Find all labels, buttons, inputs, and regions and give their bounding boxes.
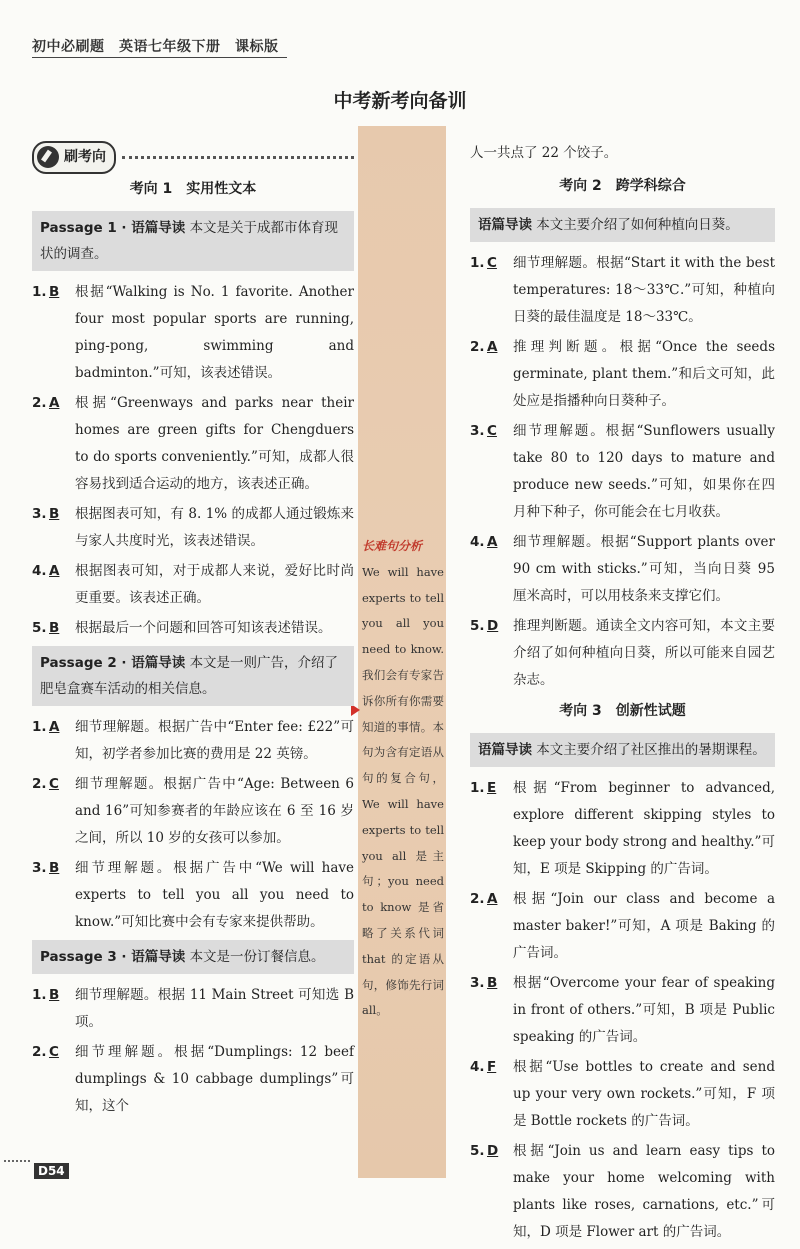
answer-item: [470, 1138, 775, 1246]
answer-item: [32, 855, 354, 936]
tag-badge: [32, 141, 116, 174]
answer-letter: B: [49, 620, 60, 636]
answer-letter: B: [49, 860, 60, 876]
passage2-guide: [32, 646, 354, 706]
answer-item: [32, 558, 354, 612]
answer-letter: A: [49, 719, 60, 735]
item-number: 4.: [32, 563, 47, 579]
item-number: 1.: [470, 780, 485, 796]
answer-letter: A: [487, 891, 498, 907]
explanation: 根据“Greenways and parks near their homes are green gifts for Chengduers to do sports conveniently.”可知，成都人很容易找到适合运动的地方，该表述正确。: [75, 395, 354, 492]
guide-label: Passage 2 · 语篇导读: [40, 655, 186, 671]
answer-letter: C: [49, 1044, 59, 1060]
explanation: 根据图表可知，有 8. 1% 的成都人通过锻炼来与家人共度时光，该表述错误。: [75, 506, 354, 549]
answer-item: [32, 501, 354, 555]
tag-label: 刷考向: [64, 148, 106, 165]
explanation: 根据“Use bottles to create and send up your very own rockets.”可知，F 项是 Bottle rockets 的广告词。: [513, 1059, 775, 1129]
section-heading-2: 考向 2 跨学科综合: [559, 178, 686, 194]
item-number: 2.: [470, 891, 485, 907]
section-tag: [32, 142, 354, 172]
explanation: 根据“Walking is No. 1 favorite. Another four most popular sports are running, ping-pong, swimming and badminton.”可知，该表述错误。: [75, 284, 354, 381]
answer-item: [470, 418, 775, 526]
explanation: 根据“Join us and learn easy tips to make your home welcoming with plants like roses, carnations, etc.”可知，D 项是 Flower art 的广告词。: [513, 1143, 775, 1240]
item-number: 2.: [470, 339, 485, 355]
answer-letter: C: [487, 423, 497, 439]
section-heading-3: 考向 3 创新性试题: [559, 703, 686, 719]
left-column: [32, 142, 354, 1123]
page-number: D54: [34, 1163, 69, 1179]
explanation: 细节理解题。根据广告中“Age: Between 6 and 16”可知参赛者的年龄应该在 6 至 16 岁之间，所以 10 岁的女孩可以参加。: [75, 776, 354, 846]
answer-letter: A: [487, 534, 498, 550]
answer-item: [470, 886, 775, 967]
item-number: 1.: [32, 719, 47, 735]
item-number: 3.: [470, 975, 485, 991]
guide-label: 语篇导读: [478, 217, 532, 233]
guide-text: 本文是关于成都市体育现状的调查。: [40, 220, 339, 262]
answer-item: [470, 1054, 775, 1135]
guide-text: 本文是一则广告，介绍了肥皂盒赛车活动的相关信息。: [40, 655, 339, 697]
item-number: 1.: [32, 987, 47, 1003]
answer-item: [32, 1039, 354, 1120]
explanation: 细节理解题。根据广告中“We will have experts to tell you all you need to know.”可知比赛中会有专家来提供帮助。: [75, 860, 354, 930]
explanation: 根据“From beginner to advanced, explore different skipping styles to keep your body strong and healthy.”可知，E 项是 Skipping 的广告词。: [513, 780, 775, 877]
answer-item: [32, 615, 354, 642]
answer-letter: B: [49, 506, 60, 522]
answer-letter: B: [49, 284, 60, 300]
guide-label: Passage 1 · 语篇导读: [40, 220, 186, 236]
item-number: 3.: [470, 423, 485, 439]
explanation: 细节理解题。根据“Support plants over 90 cm with sticks.”可知，当向日葵 95 厘米高时，可以用枝条来支撑它们。: [513, 534, 775, 604]
answer-item: [32, 279, 354, 387]
item-number: 5.: [470, 1143, 485, 1159]
item-number: 2.: [32, 395, 47, 411]
answer-item: [32, 771, 354, 852]
guide-text: 本文主要介绍了社区推出的暑期课程。: [536, 742, 766, 758]
answer-item: [470, 775, 775, 883]
section2-guide: [470, 208, 775, 242]
section3-guide: [470, 733, 775, 767]
side-note-heading: 长难句分析: [362, 539, 423, 553]
answer-letter: A: [487, 339, 498, 355]
passage3-guide: [32, 940, 354, 974]
answer-letter: D: [487, 618, 499, 634]
answer-item: [32, 390, 354, 498]
explanation: 细节理解题。根据“Dumplings: 12 beef dumplings & 10 cabbage dumplings”可知，这个: [75, 1044, 354, 1114]
footer-dotted-rule: [4, 1160, 30, 1162]
side-note-text: We will have experts to tell you all you need to know. 我们会有专家告诉你所有你需要知道的事情。本句为含有定语从句的复合句，We will have experts to tell you all 是主句；you need to know 是省略了关系代词 that 的定语从句，修饰先行词 all。: [362, 564, 444, 1018]
passage1-guide: [32, 211, 354, 271]
guide-text: 本文是一份订餐信息。: [189, 949, 325, 965]
answer-item: [32, 714, 354, 768]
explanation: 根据最后一个问题和回答可知该表述错误。: [75, 620, 332, 636]
item-number: 2.: [32, 1044, 47, 1060]
answer-letter: E: [487, 780, 497, 796]
explanation: 细节理解题。根据“Start it with the best temperatures: 18～33℃.”可知，种植向日葵的最佳温度是 18～33℃。: [513, 255, 775, 325]
item-number: 3.: [32, 506, 47, 522]
page-title: 中考新考向备训: [333, 90, 467, 112]
explanation: 细节理解题。根据“Sunflowers usually take 80 to 120 days to mature and produce new seeds.”可知，如果你在四月种下种子，你可能会在七月收获。: [513, 423, 775, 520]
guide-label: Passage 3 · 语篇导读: [40, 949, 186, 965]
continued-text: 人一共点了 22 个饺子。: [470, 145, 618, 161]
explanation: 推理判断题。通读全文内容可知，本文主要介绍了如何种植向日葵，所以可能来自园艺杂志。: [513, 618, 775, 688]
guide-text: 本文主要介绍了如何种植向日葵。: [536, 217, 739, 233]
explanation: 细节理解题。根据 11 Main Street 可知选 B 项。: [75, 987, 354, 1030]
side-note: [362, 534, 444, 1024]
guide-label: 语篇导读: [478, 742, 532, 758]
explanation: 推理判断题。根据“Once the seeds germinate, plant them.”和后文可知，此处应是指播种向日葵种子。: [513, 339, 775, 409]
pencil-icon: [37, 146, 59, 168]
item-number: 5.: [470, 618, 485, 634]
answer-item: [470, 613, 775, 694]
item-number: 4.: [470, 1059, 485, 1075]
running-header: 初中必刷题 英语七年级下册 课标版: [32, 39, 279, 55]
answer-item: [470, 529, 775, 610]
answer-item: [470, 334, 775, 415]
answer-letter: D: [487, 1143, 499, 1159]
answer-letter: B: [487, 975, 498, 991]
answer-letter: C: [49, 776, 59, 792]
header-rule: [32, 57, 287, 58]
explanation: 根据“Overcome your fear of speaking in front of others.”可知，B 项是 Public speaking 的广告词。: [513, 975, 775, 1045]
item-number: 5.: [32, 620, 47, 636]
answer-item: [470, 250, 775, 331]
answer-letter: F: [487, 1059, 497, 1075]
answer-letter: A: [49, 395, 60, 411]
item-number: 1.: [32, 284, 47, 300]
section-heading-1: 考向 1 实用性文本: [129, 181, 257, 197]
answer-item: [470, 970, 775, 1051]
right-column: [470, 140, 775, 1249]
item-number: 2.: [32, 776, 47, 792]
answer-letter: A: [49, 563, 60, 579]
explanation: 根据图表可知，对于成都人来说，爱好比时尚更重要。该表述正确。: [75, 563, 354, 606]
answer-letter: B: [49, 987, 60, 1003]
answer-item: [32, 982, 354, 1036]
item-number: 1.: [470, 255, 485, 271]
explanation: 根据“Join our class and become a master baker!”可知，A 项是 Baking 的广告词。: [513, 891, 775, 961]
dotted-leader: [122, 156, 354, 159]
answer-letter: C: [487, 255, 497, 271]
item-number: 4.: [470, 534, 485, 550]
explanation: 细节理解题。根据广告中“Enter fee: £22”可知，初学者参加比赛的费用是 22 英镑。: [75, 719, 354, 762]
item-number: 3.: [32, 860, 47, 876]
